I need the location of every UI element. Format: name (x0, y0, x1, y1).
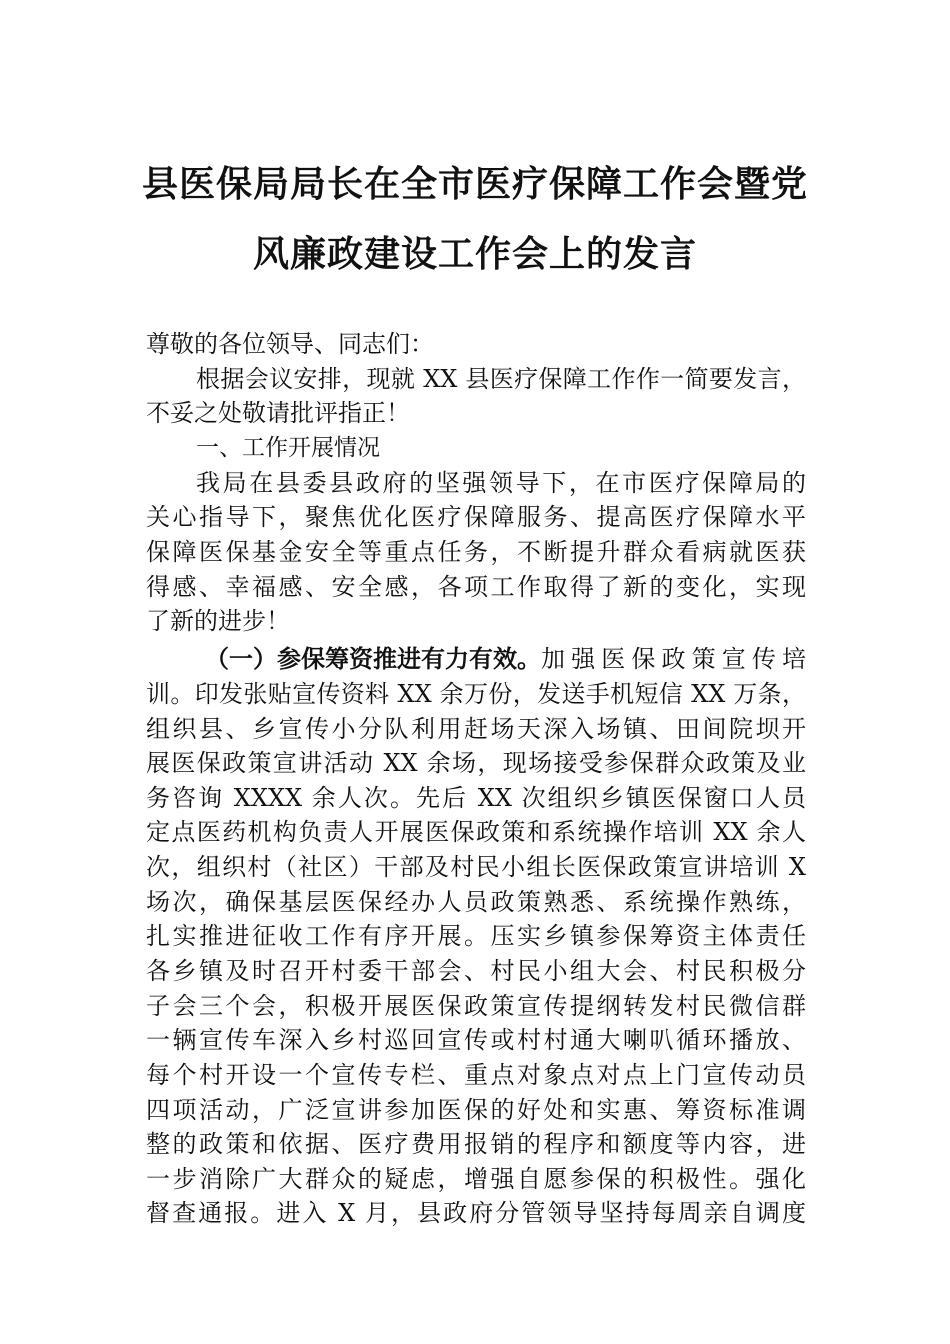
subsection-heading: （一）参保筹资推进有力有效。 (205, 644, 541, 673)
body-line: 场次，确保基层医保经办人员政策熟悉、系统操作熟练， (146, 888, 806, 916)
intro-line: 根据会议安排，现就 XX 县医疗保障工作作一简要发言， (196, 365, 806, 393)
document-title-line-2: 风廉政建设工作会上的发言 (252, 233, 697, 275)
body-line: 督查通报。进入 X 月，县政府分管领导坚持每周亲自调度 (146, 1199, 806, 1227)
body-line: 一辆宣传车深入乡村巡回宣传或村村通大喇叭循环播放、 (146, 1026, 806, 1054)
body-line: 我局在县委县政府的坚强领导下，在市医疗保障局的 (196, 469, 806, 497)
section-heading: 一、工作开展情况 (196, 435, 380, 461)
body-line: 子会三个会，积极开展医保政策宣传提纲转发村民微信群 (146, 992, 806, 1020)
body-line: 扎实推进征收工作有序开展。压实乡镇参保筹资主体责任 (146, 922, 806, 950)
body-line: 保障医保基金安全等重点任务，不断提升群众看病就医获 (146, 538, 806, 566)
body-line: 次，组织村（社区）干部及村民小组长医保政策宣讲培训 X (146, 853, 806, 881)
intro-line: 不妥之处敬请批评指正！ (146, 399, 410, 427)
body-line: 展医保政策宣讲活动 XX 余场，现场接受参保群众政策及业 (146, 749, 806, 777)
salutation: 尊敬的各位领导、同志们： (146, 330, 434, 358)
body-line: 得感、幸福感、安全感，各项工作取得了新的变化，实现 (146, 573, 806, 601)
body-line: 各乡镇及时召开村委干部会、村民小组大会、村民积极分 (146, 957, 806, 985)
document-title-line-1: 县医保局局长在全市医疗保障工作会暨党 (141, 163, 808, 205)
body-line: 关心指导下，聚焦优化医疗保障服务、提高医疗保障水平 (146, 503, 806, 531)
body-line: 组织县、乡宣传小分队利用赶场天深入场镇、田间院坝开 (146, 715, 806, 743)
subsection-first-line (205, 642, 806, 676)
body-line: 整的政策和依据、医疗费用报销的程序和额度等内容，进 (146, 1130, 806, 1158)
body-line: 每个村开设一个宣传专栏、重点对象点对点上门宣传动员 (146, 1061, 806, 1089)
body-line: 了新的进步！ (146, 607, 290, 635)
body-line: 四项活动，广泛宣讲参加医保的好处和实惠、筹资标准调 (146, 1096, 806, 1124)
body-text: 加强医保政策宣传培 (541, 645, 806, 673)
body-line: 定点医药机构负责人开展医保政策和系统操作培训 XX 余人 (146, 818, 806, 846)
body-line: 一步消除广大群众的疑虑，增强自愿参保的积极性。强化 (146, 1165, 806, 1193)
body-line: 训。印发张贴宣传资料 XX 余万份，发送手机短信 XX 万条， (146, 680, 806, 708)
body-line: 务咨询 XXXX 余人次。先后 XX 次组织乡镇医保窗口人员 (146, 784, 806, 812)
